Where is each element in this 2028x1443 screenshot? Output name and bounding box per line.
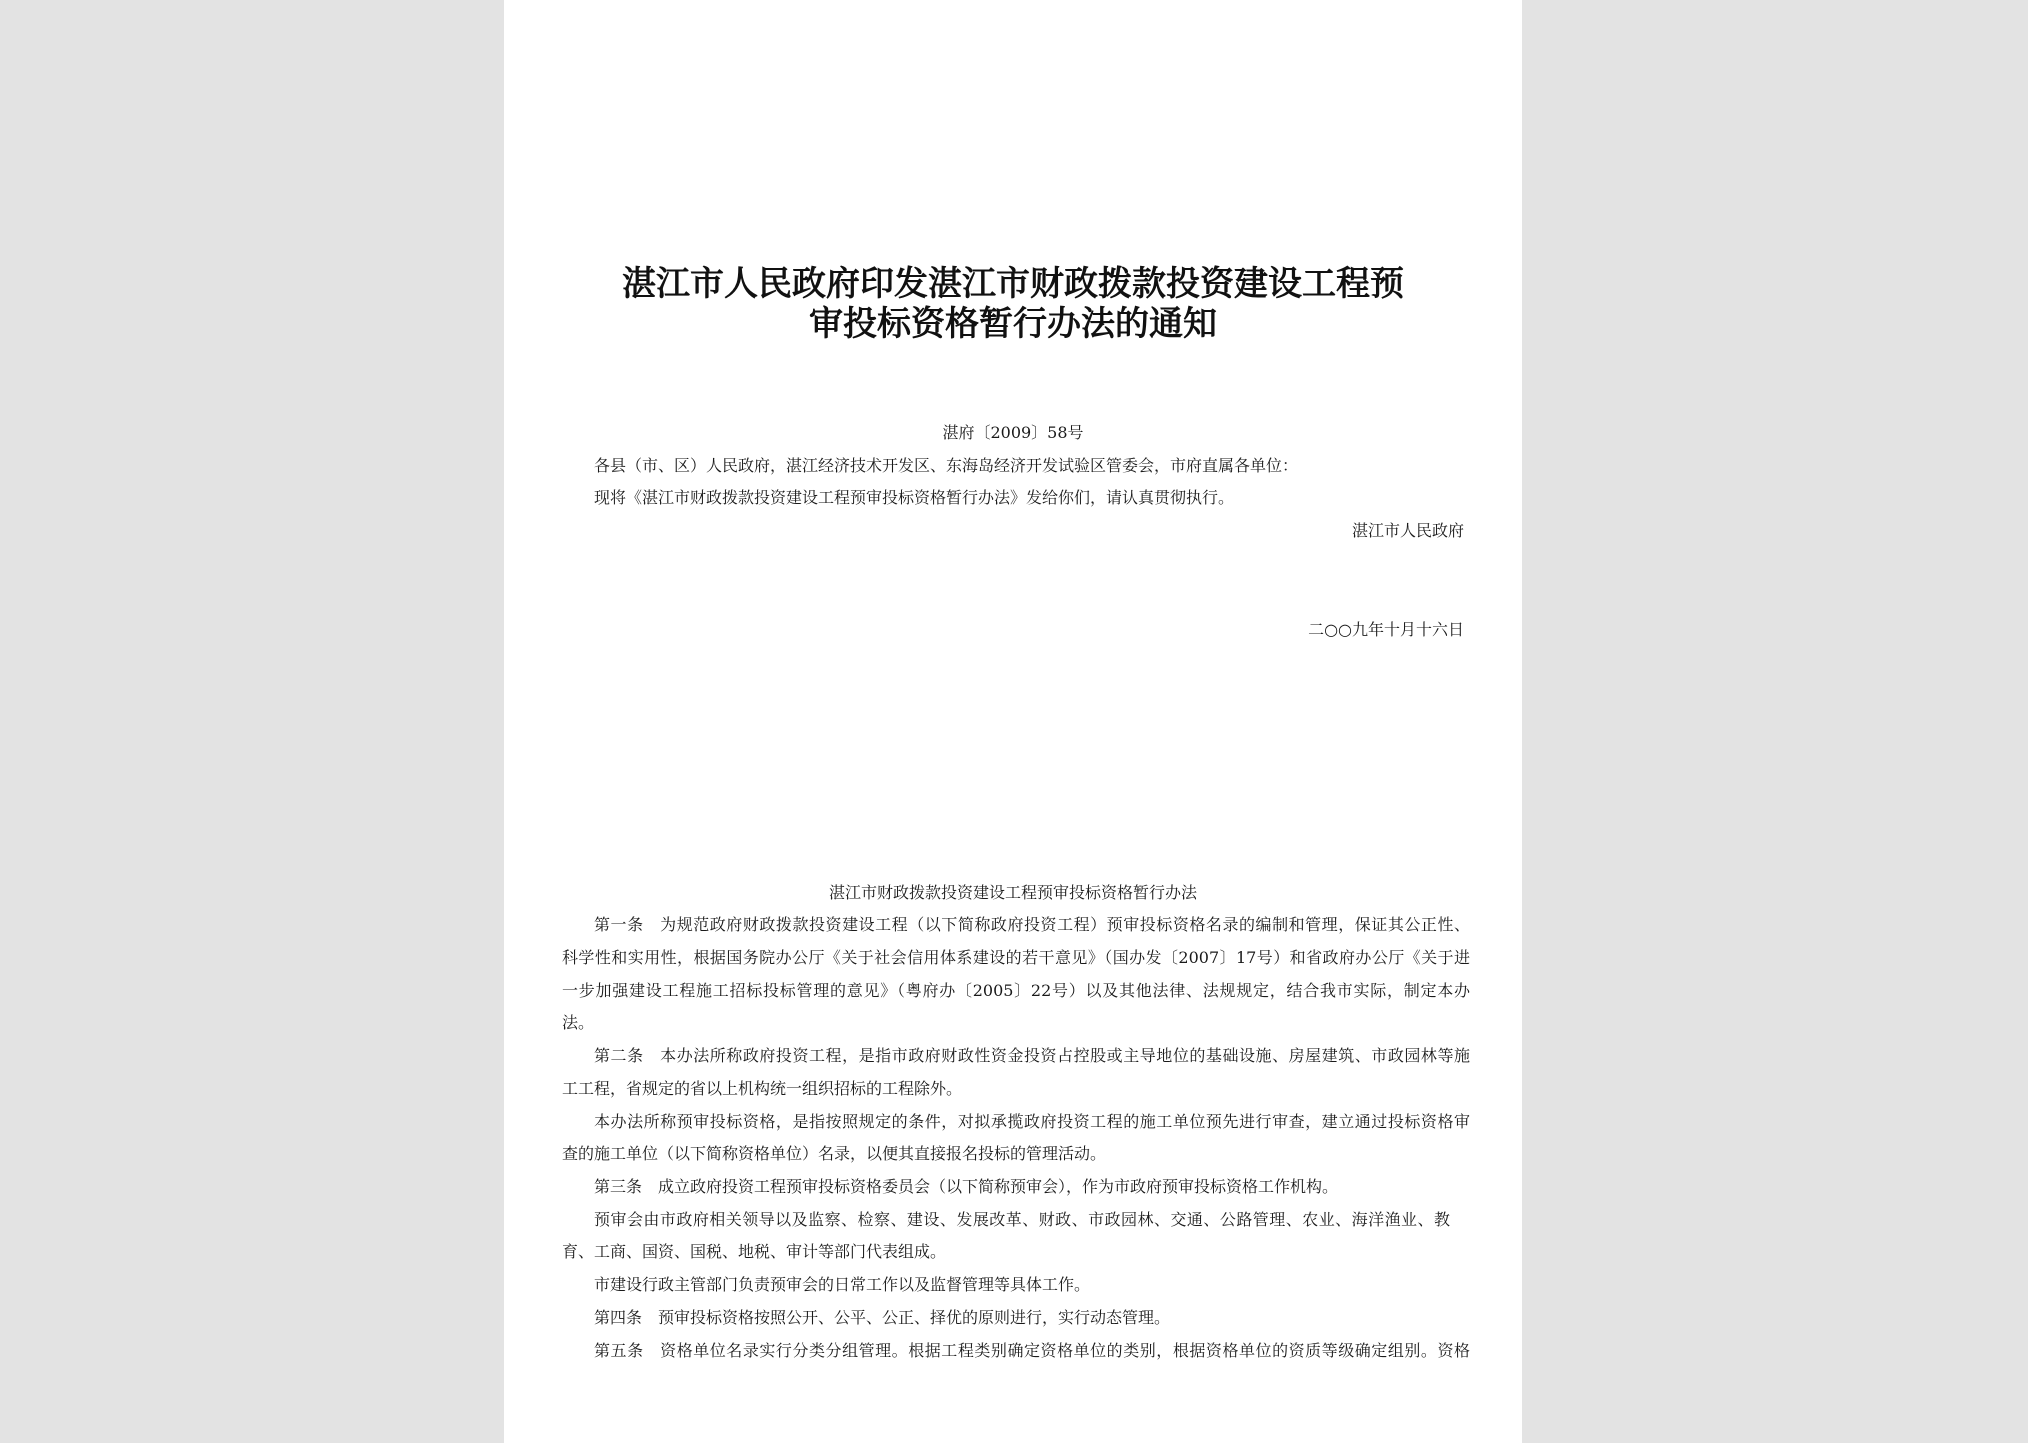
issuer-signature: 湛江市人民政府 xyxy=(1351,521,1464,540)
addressee: 各县（市、区）人民政府，湛江经济技术开发区、东海岛经济开发试验区管委会，市府直属各单位： xyxy=(594,456,1299,475)
body-line: 科学性和实用性，根据国务院办公厅《关于社会信用体系建设的若干意见》（国办发〔2007〕17号）和省政府办公厅《关于进 xyxy=(562,948,1470,967)
body-line: 一步加强建设工程施工招标投标管理的意见》（粤府办〔2005〕22号）以及其他法律、法规规定，结合我市实际，制定本办 xyxy=(562,981,1470,1000)
document-page xyxy=(504,0,1522,1443)
intro-paragraph: 现将《湛江市财政拨款投资建设工程预审投标资格暂行办法》发给你们，请认真贯彻执行。 xyxy=(594,488,1235,507)
body-line: 本办法所称预审投标资格，是指按照规定的条件，对拟承揽政府投资工程的施工单位预先进行审查，建立通过投标资格审 xyxy=(594,1112,1470,1131)
issue-date: 二○○九年十月十六日 xyxy=(1308,620,1464,639)
body-line: 法。 xyxy=(562,1013,595,1032)
body-line: 工工程，省规定的省以上机构统一组织招标的工程除外。 xyxy=(562,1079,963,1098)
body-line: 育、工商、国资、国税、地税、审计等部门代表组成。 xyxy=(562,1242,947,1261)
body-line: 第二条 本办法所称政府投资工程，是指市政府财政性资金投资占控股或主导地位的基础设施、房屋建筑、市政园林等施 xyxy=(594,1046,1470,1065)
document-title-line-2: 审投标资格暂行办法的通知 xyxy=(809,304,1217,344)
body-line: 第四条 预审投标资格按照公开、公平、公正、择优的原则进行，实行动态管理。 xyxy=(594,1308,1171,1327)
body-line: 第五条 资格单位名录实行分类分组管理。根据工程类别确定资格单位的类别，根据资格单位的资质等级确定组别。资格 xyxy=(594,1341,1470,1360)
document-number: 湛府〔2009〕58号 xyxy=(942,423,1084,442)
attachment-title: 湛江市财政拨款投资建设工程预审投标资格暂行办法 xyxy=(828,883,1197,902)
body-line: 预审会由市政府相关领导以及监察、检察、建设、发展改革、财政、市政园林、交通、公路管理、农业、海洋渔业、教 xyxy=(594,1210,1450,1229)
body-line: 查的施工单位（以下简称资格单位）名录，以便其直接报名投标的管理活动。 xyxy=(562,1144,1107,1163)
body-line: 第一条 为规范政府财政拨款投资建设工程（以下简称政府投资工程）预审投标资格名录的编制和管理，保证其公正性、 xyxy=(594,915,1470,934)
document-title-line-1: 湛江市人民政府印发湛江市财政拨款投资建设工程预 xyxy=(622,264,1404,304)
body-line: 第三条 成立政府投资工程预审投标资格委员会（以下简称预审会），作为市政府预审投标资格工作机构。 xyxy=(594,1177,1339,1196)
body-line: 市建设行政主管部门负责预审会的日常工作以及监督管理等具体工作。 xyxy=(594,1275,1091,1294)
